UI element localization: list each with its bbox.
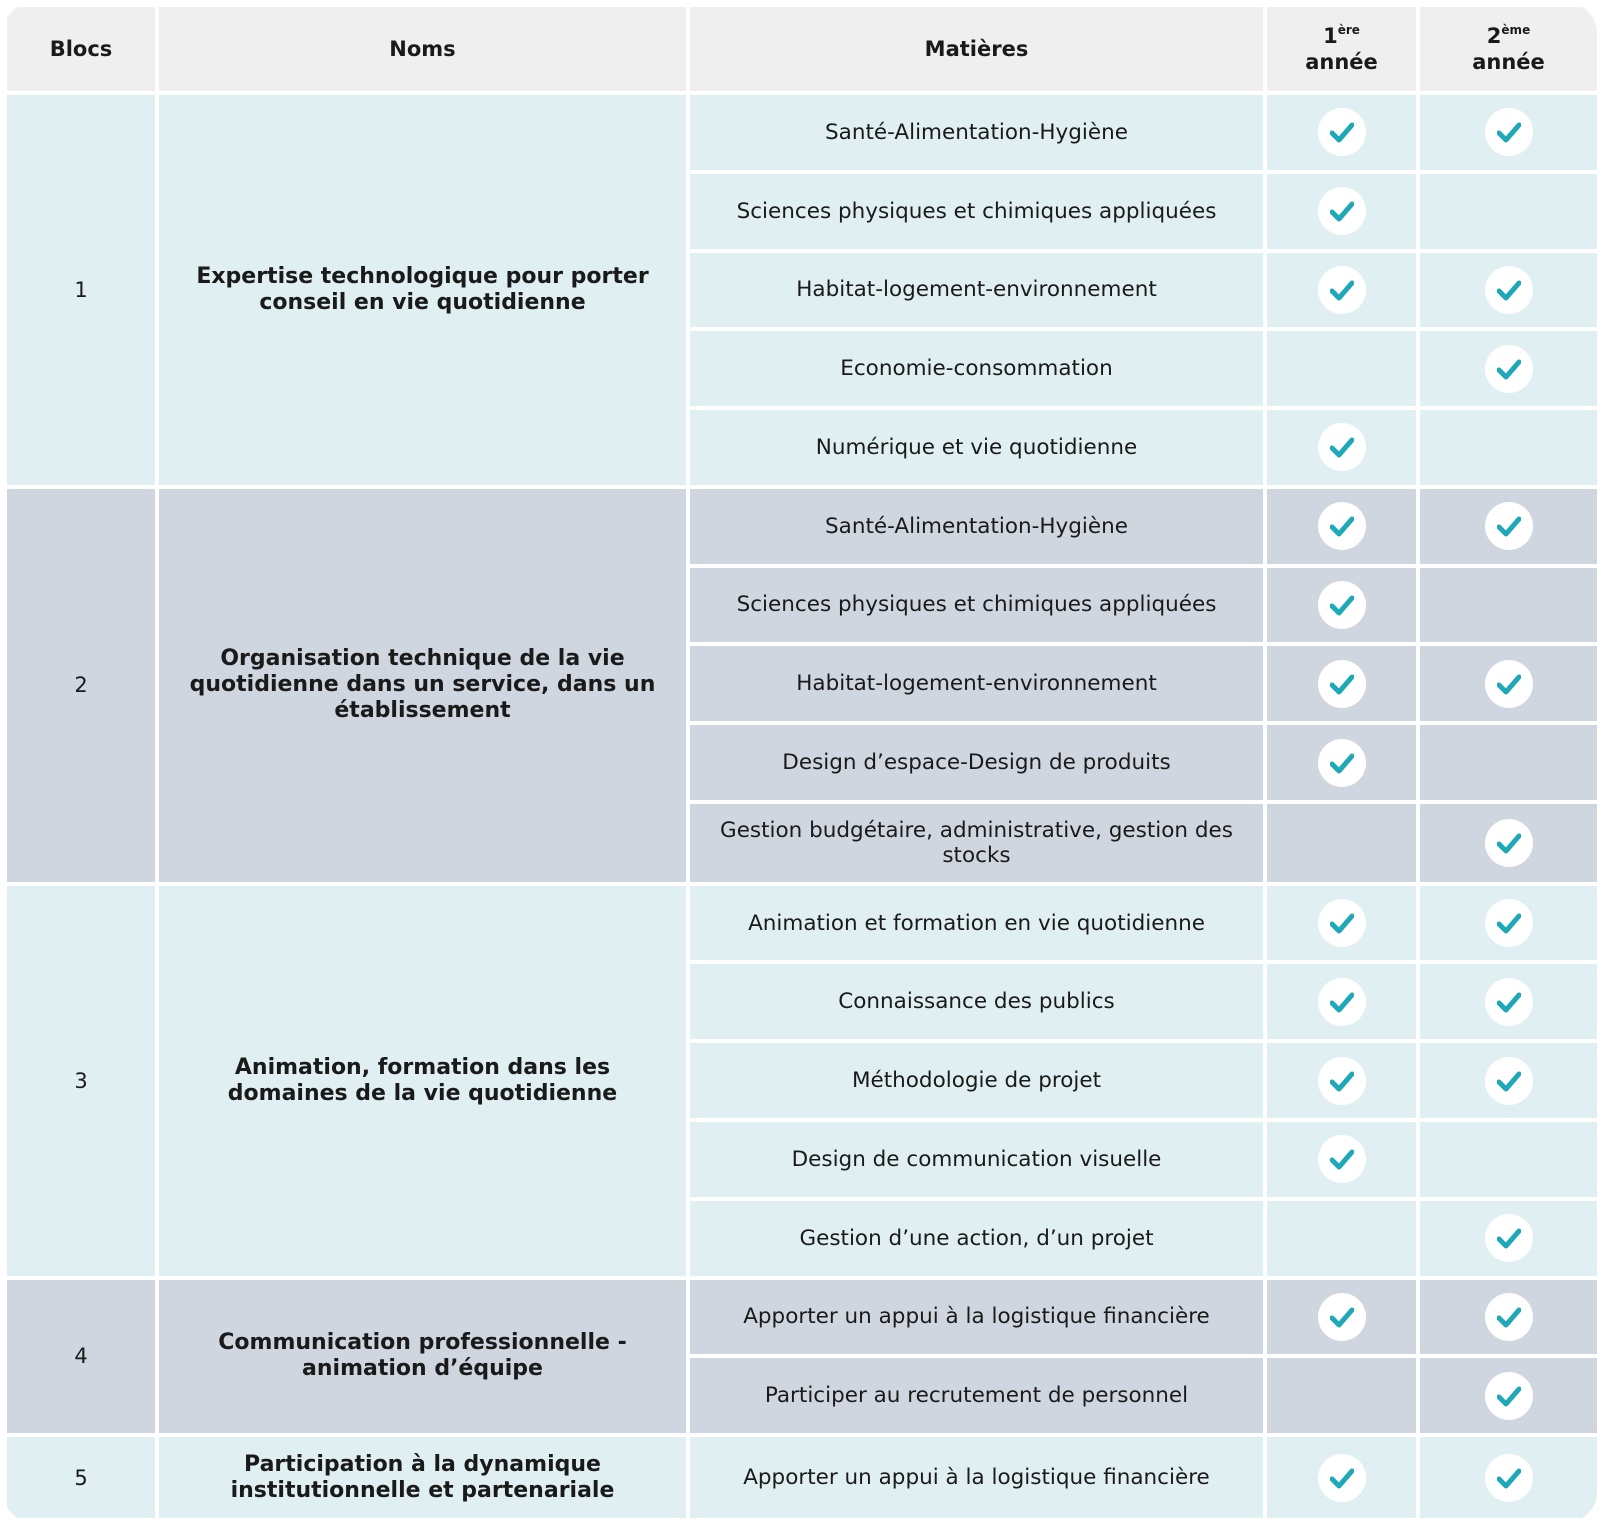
- subject-name: Apporter un appui à la logistique financière: [688, 1278, 1265, 1357]
- check-circle-icon: [1318, 978, 1366, 1026]
- subject-name: Economie-consommation: [688, 329, 1265, 408]
- subject-name: Habitat-logement-environnement: [688, 644, 1265, 723]
- check-circle-icon: [1318, 1293, 1366, 1341]
- bloc-name: Participation à la dynamique institutionnelle et partenariale: [157, 1435, 688, 1520]
- year-2-cell: [1418, 962, 1597, 1041]
- year-1-cell: [1265, 251, 1418, 330]
- subject-name: Méthodologie de projet: [688, 1041, 1265, 1120]
- year-1-cell: [1265, 1356, 1418, 1435]
- curriculum-table: [3, 3, 1597, 1522]
- year-2-cell: [1418, 93, 1597, 172]
- year-1-number: 1: [1323, 24, 1338, 48]
- check-circle-icon: [1485, 660, 1533, 708]
- table-row: [5, 884, 1597, 963]
- bloc-number: 1: [5, 93, 157, 487]
- check-circle-icon: [1318, 502, 1366, 550]
- bloc-number: 4: [5, 1278, 157, 1436]
- bloc-number: 3: [5, 884, 157, 1278]
- year-2-label: année: [1472, 50, 1545, 74]
- year-2-cell: [1418, 172, 1597, 251]
- table-row: [5, 1278, 1597, 1357]
- check-circle-icon: [1485, 502, 1533, 550]
- check-circle-icon: [1318, 108, 1366, 156]
- subject-name: Habitat-logement-environnement: [688, 251, 1265, 330]
- check-circle-icon: [1485, 1057, 1533, 1105]
- bloc-name: Animation, formation dans les domaines de la vie quotidienne: [157, 884, 688, 1278]
- year-1-cell: [1265, 487, 1418, 566]
- year-1-cell: [1265, 723, 1418, 802]
- table-row: [5, 1435, 1597, 1520]
- bloc-name: Expertise technologique pour porter conseil en vie quotidienne: [157, 93, 688, 487]
- check-circle-icon: [1485, 108, 1533, 156]
- subject-name: Participer au recrutement de personnel: [688, 1356, 1265, 1435]
- table-body: [5, 93, 1597, 1520]
- year-1-cell: [1265, 1041, 1418, 1120]
- year-1-cell: [1265, 329, 1418, 408]
- header-blocs: Blocs: [5, 5, 157, 93]
- header-noms: Noms: [157, 5, 688, 93]
- year-2-cell: [1418, 884, 1597, 963]
- year-2-suffix: ème: [1501, 23, 1531, 37]
- year-2-cell: [1418, 1435, 1597, 1520]
- year-1-cell: [1265, 962, 1418, 1041]
- year-1-label: année: [1305, 50, 1378, 74]
- table-row: [5, 487, 1597, 566]
- check-circle-icon: [1318, 187, 1366, 235]
- year-2-cell: [1418, 1041, 1597, 1120]
- year-1-cell: [1265, 644, 1418, 723]
- bloc-number: 5: [5, 1435, 157, 1520]
- subject-name: Gestion budgétaire, administrative, gestion des stocks: [688, 802, 1265, 884]
- check-circle-icon: [1485, 345, 1533, 393]
- curriculum-table-container: [3, 3, 1597, 1522]
- year-2-cell: [1418, 251, 1597, 330]
- year-1-cell: [1265, 1199, 1418, 1278]
- year-2-cell: [1418, 644, 1597, 723]
- check-circle-icon: [1485, 899, 1533, 947]
- check-circle-icon: [1485, 266, 1533, 314]
- year-1-cell: [1265, 1120, 1418, 1199]
- year-1-cell: [1265, 802, 1418, 884]
- subject-name: Design d’espace-Design de produits: [688, 723, 1265, 802]
- check-circle-icon: [1485, 1372, 1533, 1420]
- year-2-cell: [1418, 1356, 1597, 1435]
- year-1-cell: [1265, 93, 1418, 172]
- year-2-cell: [1418, 802, 1597, 884]
- check-circle-icon: [1318, 1135, 1366, 1183]
- subject-name: Sciences physiques et chimiques appliquées: [688, 172, 1265, 251]
- year-2-cell: [1418, 1120, 1597, 1199]
- check-circle-icon: [1318, 899, 1366, 947]
- check-circle-icon: [1485, 1454, 1533, 1502]
- header-matieres: Matières: [688, 5, 1265, 93]
- check-circle-icon: [1318, 1057, 1366, 1105]
- header-year-1: [1265, 5, 1418, 93]
- check-circle-icon: [1485, 978, 1533, 1026]
- year-1-cell: [1265, 1278, 1418, 1357]
- subject-name: Design de communication visuelle: [688, 1120, 1265, 1199]
- check-circle-icon: [1318, 266, 1366, 314]
- header-row: [5, 5, 1597, 93]
- year-1-cell: [1265, 1435, 1418, 1520]
- subject-name: Santé-Alimentation-Hygiène: [688, 93, 1265, 172]
- year-2-cell: [1418, 1278, 1597, 1357]
- check-circle-icon: [1485, 819, 1533, 867]
- table-row: [5, 93, 1597, 172]
- check-circle-icon: [1318, 423, 1366, 471]
- year-2-cell: [1418, 329, 1597, 408]
- subject-name: Numérique et vie quotidienne: [688, 408, 1265, 487]
- year-1-cell: [1265, 172, 1418, 251]
- year-2-cell: [1418, 723, 1597, 802]
- year-1-cell: [1265, 566, 1418, 645]
- check-circle-icon: [1318, 660, 1366, 708]
- check-circle-icon: [1485, 1214, 1533, 1262]
- year-1-cell: [1265, 884, 1418, 963]
- subject-name: Connaissance des publics: [688, 962, 1265, 1041]
- year-1-suffix: ère: [1337, 23, 1360, 37]
- year-2-cell: [1418, 566, 1597, 645]
- subject-name: Animation et formation en vie quotidienne: [688, 884, 1265, 963]
- check-circle-icon: [1485, 1293, 1533, 1341]
- check-circle-icon: [1318, 739, 1366, 787]
- subject-name: Santé-Alimentation-Hygiène: [688, 487, 1265, 566]
- subject-name: Sciences physiques et chimiques appliquées: [688, 566, 1265, 645]
- check-circle-icon: [1318, 581, 1366, 629]
- check-circle-icon: [1318, 1454, 1366, 1502]
- bloc-name: Communication professionnelle - animation d’équipe: [157, 1278, 688, 1436]
- header-year-2: [1418, 5, 1597, 93]
- year-2-number: 2: [1486, 24, 1502, 48]
- year-2-cell: [1418, 408, 1597, 487]
- year-1-cell: [1265, 408, 1418, 487]
- subject-name: Apporter un appui à la logistique financière: [688, 1435, 1265, 1520]
- bloc-name: Organisation technique de la vie quotidienne dans un service, dans un établissement: [157, 487, 688, 884]
- subject-name: Gestion d’une action, d’un projet: [688, 1199, 1265, 1278]
- year-2-cell: [1418, 487, 1597, 566]
- year-2-cell: [1418, 1199, 1597, 1278]
- bloc-number: 2: [5, 487, 157, 884]
